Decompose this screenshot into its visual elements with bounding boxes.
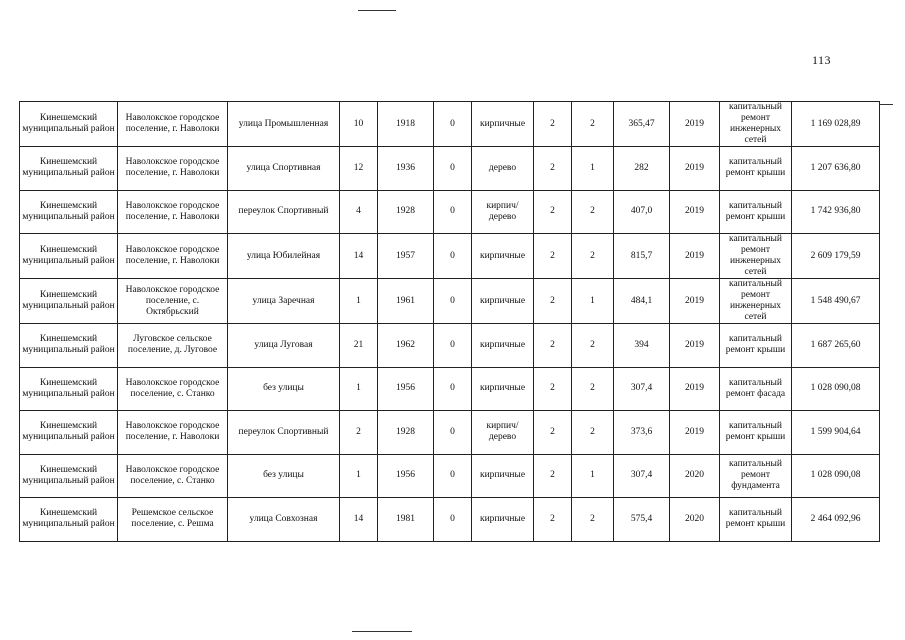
cell-cost: 1 169 028,89 (792, 102, 880, 147)
cell-cost: 1 742 936,80 (792, 190, 880, 234)
cell-district: Кинешемский муниципальный район (20, 367, 118, 411)
cell-wall-material: кирпич/дерево (472, 190, 534, 234)
cell-house-number: 14 (340, 234, 378, 279)
table-row (20, 367, 880, 411)
cell-wall-material: кирпичные (472, 102, 534, 147)
table-row (20, 234, 880, 279)
cell-floors: 2 (534, 324, 572, 368)
cell-work-type: капитальный ремонт инженерных сетей (720, 102, 792, 147)
cell-area: 307,4 (614, 454, 670, 498)
cell-settlement: Наволокское городское поселение, г. Наволоки (118, 102, 228, 147)
cell-settlement: Наволокское городское поселение, г. Наволоки (118, 147, 228, 191)
cell-settlement: Луговское сельское поселение, д. Луговое (118, 324, 228, 368)
cell-wall-material: кирпич/дерево (472, 411, 534, 455)
cell-wall-material: кирпичные (472, 498, 534, 542)
cell-area: 815,7 (614, 234, 670, 279)
cell-floors: 2 (534, 367, 572, 411)
table-row (20, 102, 880, 147)
cell-district: Кинешемский муниципальный район (20, 324, 118, 368)
cell-settlement: Наволокское городское поселение, г. Наволоки (118, 234, 228, 279)
cell-wall-material: кирпичные (472, 279, 534, 324)
cell-entrances: 2 (572, 190, 614, 234)
cell-floors: 2 (534, 147, 572, 191)
cell-area: 365,47 (614, 102, 670, 147)
cell-house-number: 14 (340, 498, 378, 542)
cell-build-year: 1956 (378, 454, 434, 498)
cell-work-type: капитальный ремонт крыши (720, 147, 792, 191)
cell-floors: 2 (534, 279, 572, 324)
cell-district: Кинешемский муниципальный район (20, 102, 118, 147)
cell-cost: 1 028 090,08 (792, 367, 880, 411)
cell-work-type: капитальный ремонт фасада (720, 367, 792, 411)
cell-cost: 1 028 090,08 (792, 454, 880, 498)
cell-district: Кинешемский муниципальный район (20, 279, 118, 324)
cell-street: улица Заречная (228, 279, 340, 324)
cell-wear-flag: 0 (434, 279, 472, 324)
cell-street: улица Юбилейная (228, 234, 340, 279)
cell-plan-year: 2019 (670, 279, 720, 324)
cell-floors: 2 (534, 234, 572, 279)
cell-entrances: 2 (572, 498, 614, 542)
cell-street: улица Луговая (228, 324, 340, 368)
cell-plan-year: 2020 (670, 498, 720, 542)
table-row (20, 411, 880, 455)
cell-area: 282 (614, 147, 670, 191)
cell-settlement: Наволокское городское поселение, г. Наволоки (118, 190, 228, 234)
cell-wear-flag: 0 (434, 102, 472, 147)
cell-wear-flag: 0 (434, 454, 472, 498)
cell-street: переулок Спортивный (228, 190, 340, 234)
cell-area: 373,6 (614, 411, 670, 455)
cell-district: Кинешемский муниципальный район (20, 411, 118, 455)
cell-build-year: 1918 (378, 102, 434, 147)
cell-cost: 2 609 179,59 (792, 234, 880, 279)
cell-entrances: 1 (572, 147, 614, 191)
table-row (20, 190, 880, 234)
cell-street: улица Спортивная (228, 147, 340, 191)
cell-plan-year: 2019 (670, 411, 720, 455)
cell-settlement: Наволокское городское поселение, с. Станко (118, 367, 228, 411)
cell-entrances: 1 (572, 454, 614, 498)
cell-plan-year: 2019 (670, 147, 720, 191)
cell-build-year: 1956 (378, 367, 434, 411)
cell-wear-flag: 0 (434, 234, 472, 279)
cell-area: 407,0 (614, 190, 670, 234)
cell-district: Кинешемский муниципальный район (20, 454, 118, 498)
cell-wear-flag: 0 (434, 147, 472, 191)
cell-build-year: 1962 (378, 324, 434, 368)
cell-house-number: 4 (340, 190, 378, 234)
cell-area: 307,4 (614, 367, 670, 411)
cell-house-number: 21 (340, 324, 378, 368)
cell-street: улица Совхозная (228, 498, 340, 542)
cell-cost: 1 548 490,67 (792, 279, 880, 324)
cell-wear-flag: 0 (434, 367, 472, 411)
cell-floors: 2 (534, 411, 572, 455)
cell-plan-year: 2019 (670, 367, 720, 411)
cell-work-type: капитальный ремонт инженерных сетей (720, 279, 792, 324)
cell-entrances: 2 (572, 234, 614, 279)
scan-artifact-right (879, 104, 893, 105)
cell-house-number: 1 (340, 454, 378, 498)
cell-street: без улицы (228, 367, 340, 411)
cell-work-type: капитальный ремонт крыши (720, 324, 792, 368)
table-row (20, 279, 880, 324)
cell-plan-year: 2019 (670, 324, 720, 368)
cell-settlement: Наволокское городское поселение, с. Станко (118, 454, 228, 498)
table-row (20, 147, 880, 191)
cell-entrances: 2 (572, 102, 614, 147)
cell-build-year: 1957 (378, 234, 434, 279)
cell-floors: 2 (534, 454, 572, 498)
table-row (20, 498, 880, 542)
cell-settlement: Решемское сельское поселение, с. Решма (118, 498, 228, 542)
cell-wall-material: кирпичные (472, 324, 534, 368)
cell-entrances: 2 (572, 367, 614, 411)
cell-wear-flag: 0 (434, 190, 472, 234)
cell-house-number: 1 (340, 279, 378, 324)
cell-entrances: 1 (572, 279, 614, 324)
cell-build-year: 1981 (378, 498, 434, 542)
cell-plan-year: 2019 (670, 190, 720, 234)
page-number: 113 (812, 53, 832, 67)
cell-wall-material: кирпичные (472, 454, 534, 498)
cell-house-number: 1 (340, 367, 378, 411)
cell-cost: 1 599 904,64 (792, 411, 880, 455)
cell-area: 484,1 (614, 279, 670, 324)
cell-district: Кинешемский муниципальный район (20, 147, 118, 191)
cell-plan-year: 2019 (670, 102, 720, 147)
table-body (20, 102, 880, 542)
cell-wall-material: кирпичные (472, 367, 534, 411)
cell-settlement: Наволокское городское поселение, г. Наволоки (118, 411, 228, 455)
table-row (20, 454, 880, 498)
cell-plan-year: 2019 (670, 234, 720, 279)
cell-work-type: капитальный ремонт крыши (720, 411, 792, 455)
cell-cost: 1 687 265,60 (792, 324, 880, 368)
cell-cost: 2 464 092,96 (792, 498, 880, 542)
cell-street: улица Промышленная (228, 102, 340, 147)
cell-house-number: 10 (340, 102, 378, 147)
cell-cost: 1 207 636,80 (792, 147, 880, 191)
cell-area: 575,4 (614, 498, 670, 542)
cell-work-type: капитальный ремонт крыши (720, 498, 792, 542)
cell-floors: 2 (534, 102, 572, 147)
housing-repair-table (19, 101, 880, 542)
cell-floors: 2 (534, 498, 572, 542)
cell-wall-material: кирпичные (472, 234, 534, 279)
cell-area: 394 (614, 324, 670, 368)
cell-district: Кинешемский муниципальный район (20, 190, 118, 234)
cell-build-year: 1928 (378, 411, 434, 455)
cell-work-type: капитальный ремонт инженерных сетей (720, 234, 792, 279)
cell-wear-flag: 0 (434, 498, 472, 542)
cell-build-year: 1928 (378, 190, 434, 234)
cell-street: без улицы (228, 454, 340, 498)
cell-house-number: 12 (340, 147, 378, 191)
scan-artifact-bottom (352, 631, 412, 632)
cell-wear-flag: 0 (434, 324, 472, 368)
cell-district: Кинешемский муниципальный район (20, 498, 118, 542)
cell-build-year: 1961 (378, 279, 434, 324)
cell-street: переулок Спортивный (228, 411, 340, 455)
cell-build-year: 1936 (378, 147, 434, 191)
cell-wear-flag: 0 (434, 411, 472, 455)
cell-wall-material: дерево (472, 147, 534, 191)
cell-entrances: 2 (572, 324, 614, 368)
cell-house-number: 2 (340, 411, 378, 455)
cell-floors: 2 (534, 190, 572, 234)
cell-district: Кинешемский муниципальный район (20, 234, 118, 279)
cell-work-type: капитальный ремонт фундамента (720, 454, 792, 498)
scan-artifact-top (358, 10, 396, 11)
table-row (20, 324, 880, 368)
cell-settlement: Наволокское городское поселение, с. Октябрьский (118, 279, 228, 324)
cell-plan-year: 2020 (670, 454, 720, 498)
cell-entrances: 2 (572, 411, 614, 455)
cell-work-type: капитальный ремонт крыши (720, 190, 792, 234)
